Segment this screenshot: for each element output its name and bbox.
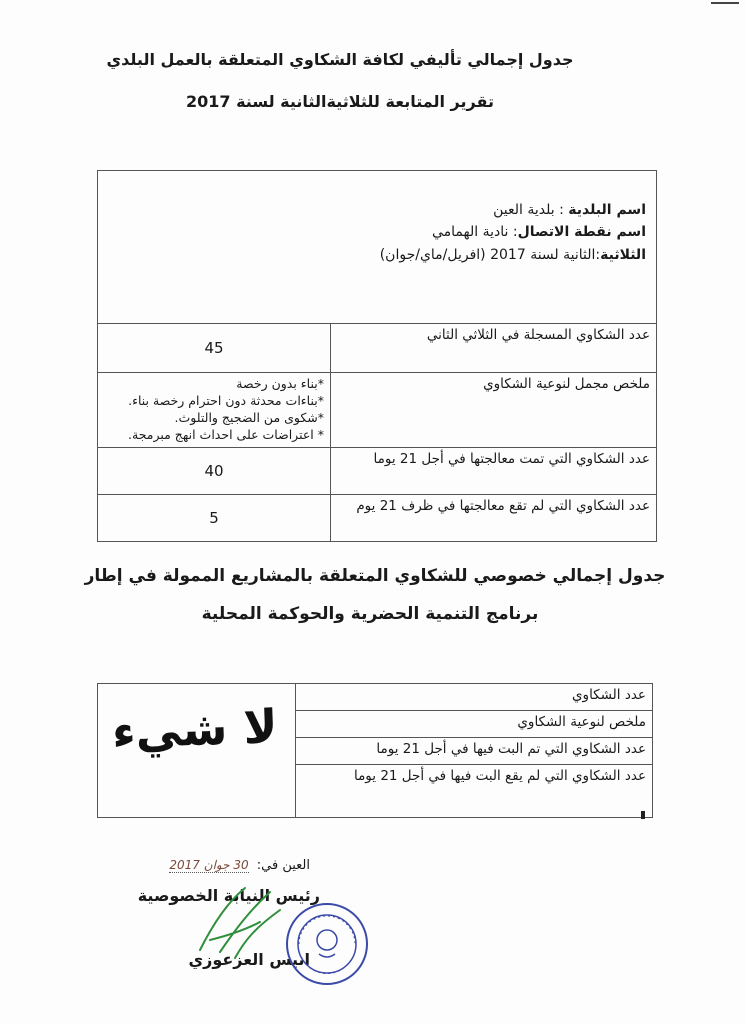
table-row (98, 324, 657, 373)
row-label: ملخص مجمل لنوعية الشكاوي (331, 373, 657, 448)
place-label: العين في: (256, 858, 310, 873)
summary-table (97, 170, 657, 542)
municipality-value: : بلدية العين (493, 202, 569, 218)
quarter-label: الثلاثية (600, 246, 646, 263)
row-label: ملخص لنوعية الشكاوي (296, 711, 653, 738)
list-item: *بناء بدون رخصة (236, 376, 324, 391)
date-stamp: 30 جوان 2017 (169, 858, 249, 872)
list-item: * اعتراضات على احداث انهج مبرمجة. (128, 426, 324, 442)
row-label: عدد الشكاوي التي تمت معالجتها في أجل 21 يوما (331, 448, 657, 495)
municipality-line (108, 199, 646, 221)
info-cell (98, 171, 657, 324)
quarter-value: :الثانية لسنة 2017 (افريل/ماي/جوان) (379, 246, 601, 263)
contact-label: اسم نقطة الاتصال (517, 224, 646, 241)
section-title: جدول إجمالي خصوصي للشكاوي المتعلقة بالمشاريع الممولة في إطار (84, 566, 666, 586)
row-label: عدد الشكاوي التي لم تقع معالجتها في ظرف 21 يوم (331, 495, 657, 542)
table-row (98, 448, 657, 495)
report-subtitle: تقرير المتابعة للثلاثيةالثانية لسنة 2017 (185, 92, 494, 111)
table-row (98, 373, 657, 448)
quarter-line (108, 244, 646, 266)
handwritten-signature (190, 880, 285, 960)
section-subtitle: برنامج التنمية الحضرية والحوكمة المحلية (201, 604, 539, 624)
complaint-types-list (98, 373, 331, 448)
row-value: 40 (98, 448, 331, 495)
contact-line (108, 221, 646, 243)
signatory-name: انيس العزعوزي (188, 950, 310, 969)
table-row (98, 495, 657, 542)
pen-mark (641, 811, 645, 819)
row-value: 5 (98, 495, 331, 542)
municipality-label: اسم البلدية (568, 202, 646, 218)
place-date-line (110, 858, 310, 873)
row-value: 45 (98, 324, 331, 373)
row-label: عدد الشكاوي التي لم يقع البت فيها في أجل 21 يوما (296, 765, 653, 818)
office-title: رئيس النيابة الخصوصية (137, 886, 320, 905)
row-label: عدد الشكاوي التي تم البت فيها في أجل 21 يوما (296, 738, 653, 765)
list-item: *شكوى من الضجيج والتلوث. (174, 409, 324, 425)
report-title: جدول إجمالي تأليفي لكافة الشكاوي المتعلقة بالعمل البلدي (106, 50, 574, 69)
contact-value: : نادية الهمامي (432, 224, 518, 241)
official-seal (285, 902, 369, 986)
info-row (98, 171, 657, 324)
scan-mark (711, 2, 739, 4)
row-label: عدد الشكاوي (296, 684, 653, 711)
handwritten-nothing: لا شيء (111, 699, 279, 759)
row-label: عدد الشكاوي المسجلة في الثلاثي الثاني (331, 324, 657, 373)
list-item: *بناءات محدثة دون احترام رخصة بناء. (128, 392, 324, 408)
